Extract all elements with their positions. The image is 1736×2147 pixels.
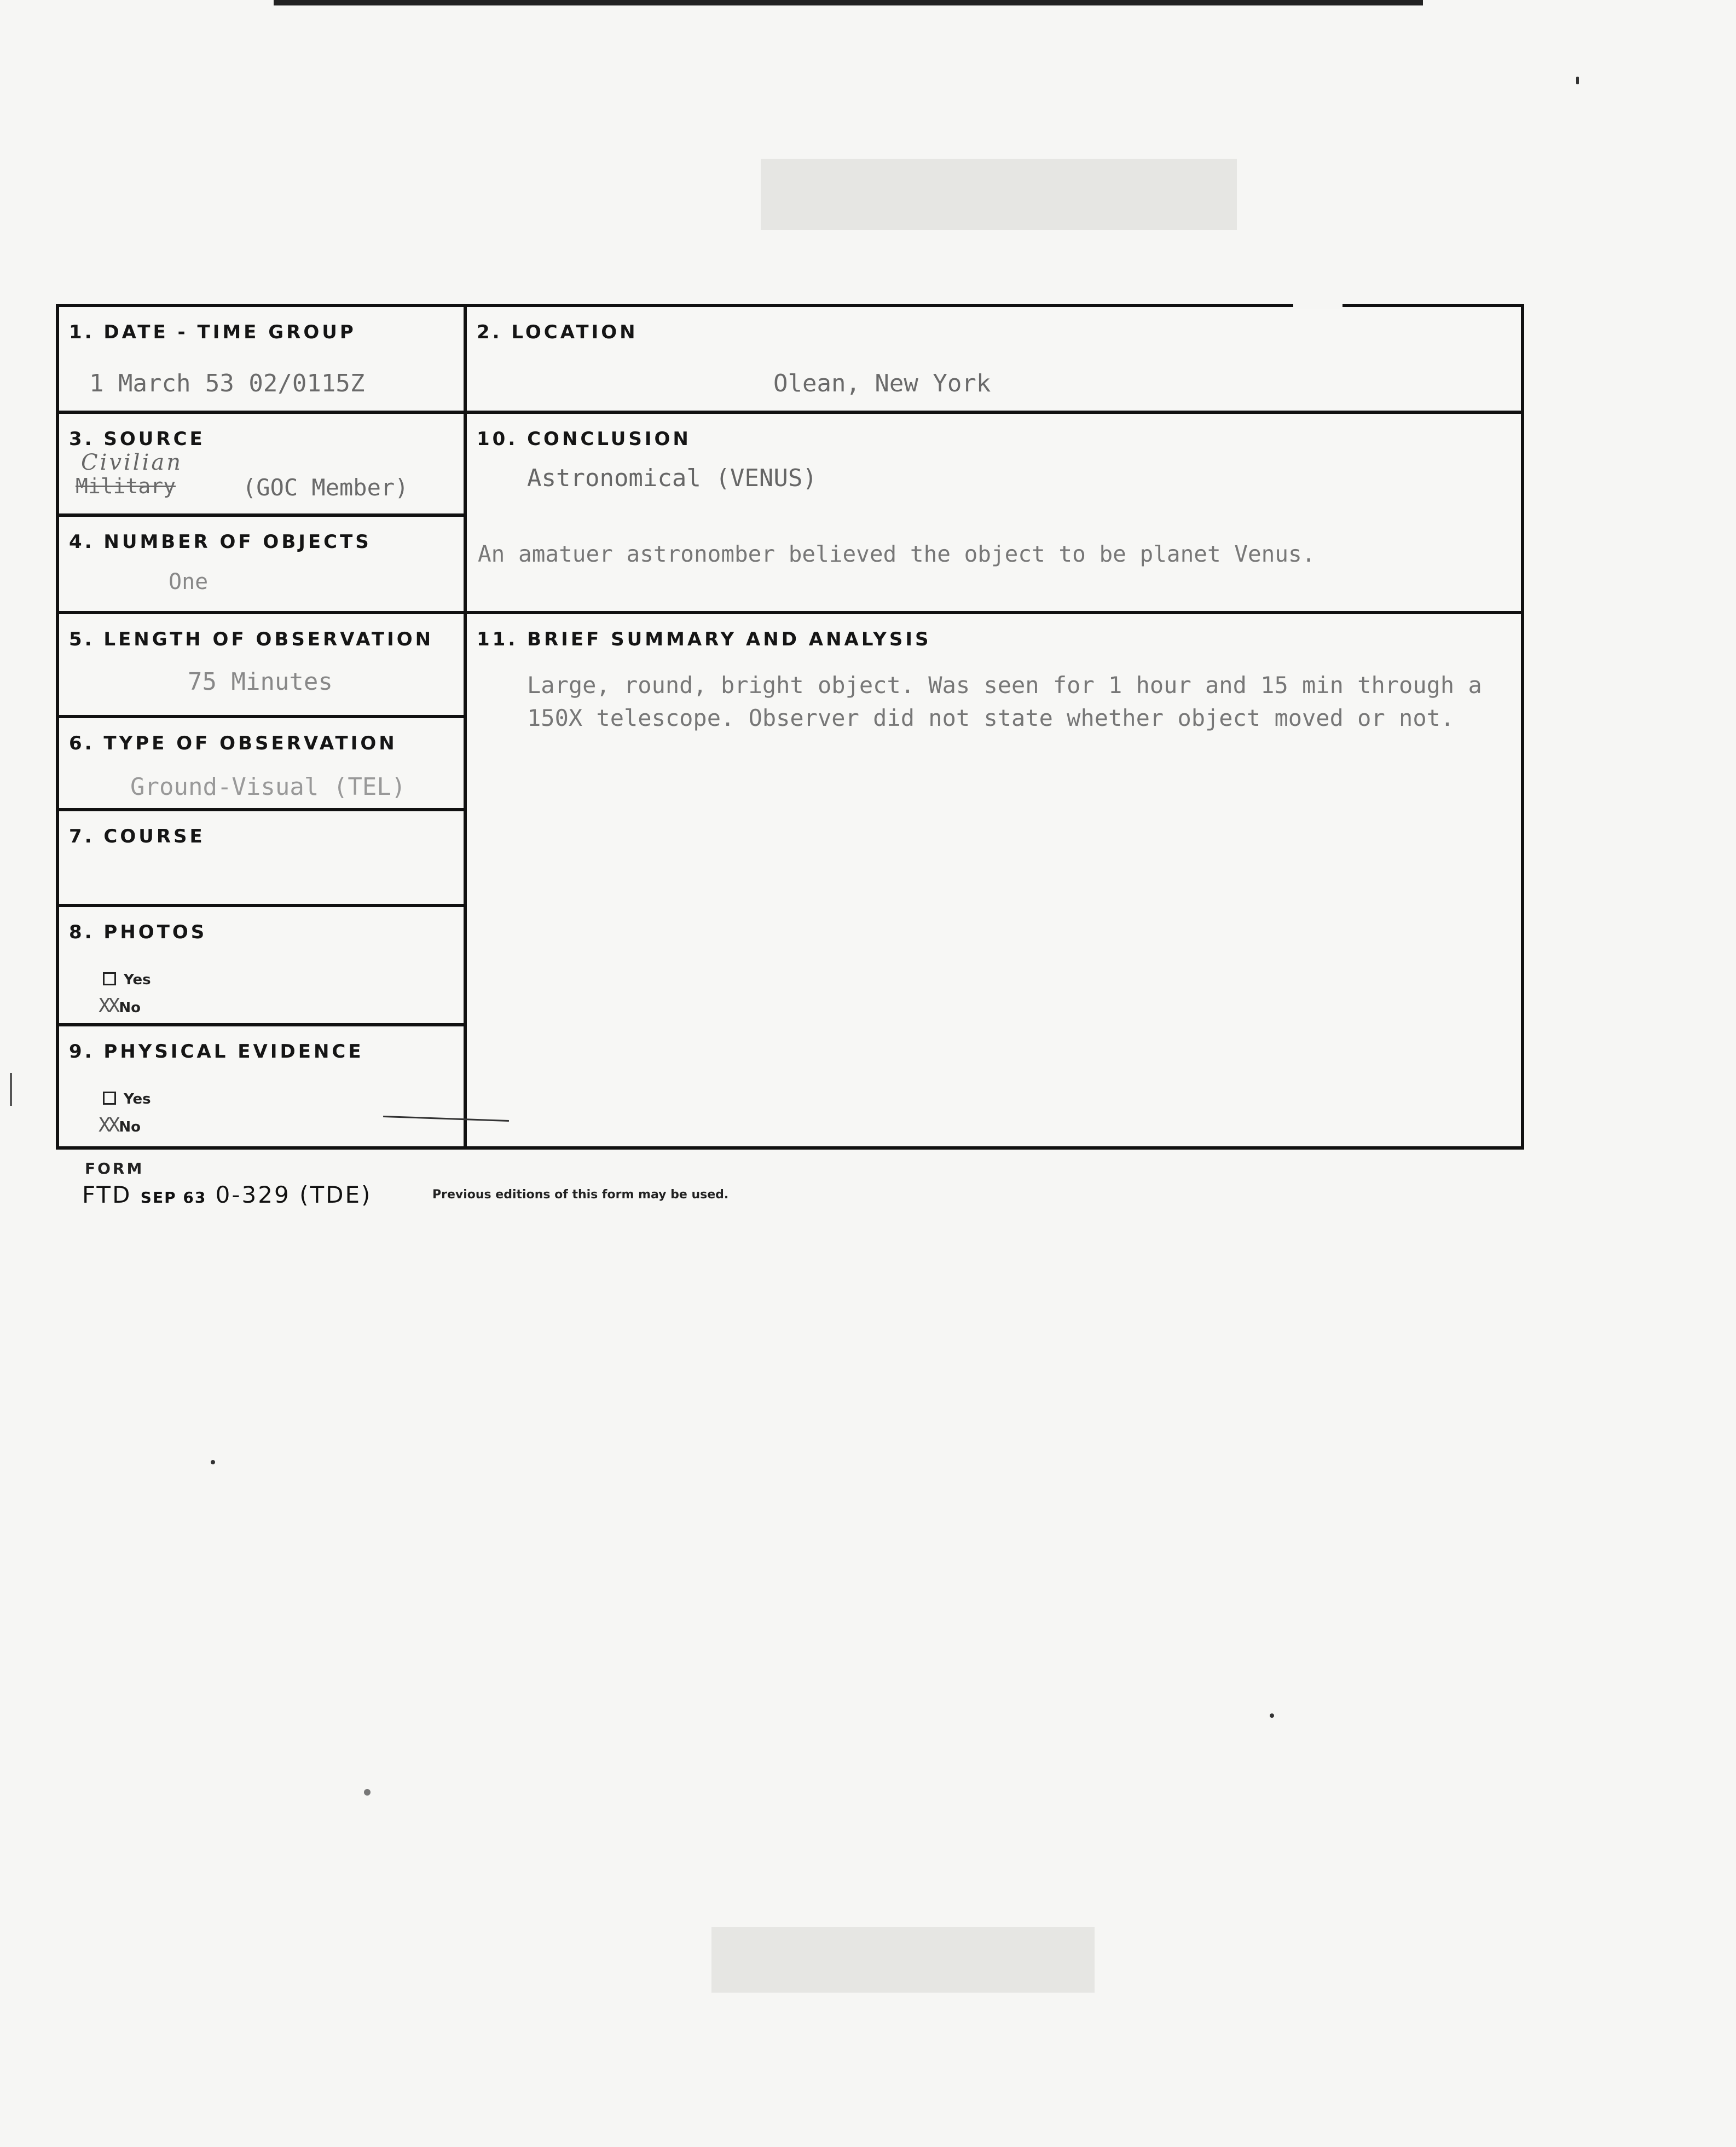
course-label: 7. COURSE bbox=[69, 826, 205, 847]
checkbox-empty-icon bbox=[103, 972, 116, 985]
location-cell bbox=[467, 307, 1521, 414]
conclusion-cell bbox=[467, 414, 1521, 614]
source-value: (GOC Member) bbox=[242, 474, 409, 501]
top-edge-line bbox=[274, 0, 1423, 5]
footer-code: (TDE) bbox=[299, 1181, 372, 1208]
date-time-group-value: 1 March 53 02/0115Z bbox=[89, 370, 365, 397]
left-column bbox=[59, 307, 467, 1146]
type-of-observation-label: 6. TYPE OF OBSERVATION bbox=[69, 732, 397, 754]
bleed-through-stamp bbox=[761, 159, 1237, 230]
source-label: 3. SOURCE bbox=[69, 428, 205, 450]
footer-ftd: FTD bbox=[82, 1181, 132, 1208]
footer-form-id bbox=[82, 1181, 372, 1208]
photos-cell bbox=[59, 907, 464, 1026]
type-of-observation-value: Ground-Visual (TEL) bbox=[130, 773, 406, 801]
number-of-objects-cell bbox=[59, 517, 464, 614]
footer-form-word: FORM bbox=[85, 1159, 144, 1178]
stray-mark bbox=[364, 1789, 371, 1796]
conclusion-label: 10. CONCLUSION bbox=[477, 428, 691, 450]
stray-mark bbox=[1270, 1713, 1274, 1718]
physical-evidence-yes-label: Yes bbox=[124, 1091, 151, 1107]
bleed-through-stamp bbox=[711, 1927, 1095, 1993]
source-struck-text: Military bbox=[76, 474, 176, 498]
physical-evidence-no-mark: XX bbox=[99, 1114, 118, 1136]
photos-no-mark: XX bbox=[99, 995, 118, 1017]
type-of-observation-cell bbox=[59, 718, 464, 811]
summary-text: Large, round, bright object. Was seen for 1 hour and 15 min through a 150X telescope. Observer did not state whether object moved or not. bbox=[527, 672, 1482, 731]
conclusion-value: Astronomical (VENUS) bbox=[527, 464, 817, 492]
footer-date: SEP 63 bbox=[140, 1188, 207, 1207]
number-of-objects-value: One bbox=[169, 569, 209, 595]
date-time-group-cell bbox=[59, 307, 464, 414]
length-of-observation-value: 75 Minutes bbox=[188, 668, 333, 696]
footer-number: 0-329 bbox=[215, 1181, 291, 1208]
summary-label: 11. BRIEF SUMMARY AND ANALYSIS bbox=[477, 628, 931, 650]
checkbox-empty-icon bbox=[103, 1092, 116, 1105]
physical-evidence-no-option bbox=[99, 1114, 141, 1136]
source-cell bbox=[59, 414, 464, 517]
length-of-observation-cell bbox=[59, 614, 464, 718]
photos-yes-label: Yes bbox=[124, 972, 151, 988]
physical-evidence-yes-option bbox=[103, 1091, 151, 1107]
footer-note: Previous editions of this form may be used. bbox=[432, 1188, 729, 1202]
right-column bbox=[467, 307, 1521, 1146]
number-of-objects-label: 4. NUMBER OF OBJECTS bbox=[69, 531, 372, 553]
location-value: Olean, New York bbox=[773, 370, 991, 397]
date-time-group-label: 1. DATE - TIME GROUP bbox=[69, 321, 356, 343]
physical-evidence-cell bbox=[59, 1026, 464, 1150]
stray-mark bbox=[1576, 77, 1579, 84]
summary-cell bbox=[467, 614, 1521, 1150]
physical-evidence-label: 9. PHYSICAL EVIDENCE bbox=[69, 1041, 364, 1063]
length-of-observation-label: 5. LENGTH OF OBSERVATION bbox=[69, 628, 434, 650]
location-label: 2. LOCATION bbox=[477, 321, 638, 343]
conclusion-note: An amatuer astronomber believed the object to be planet Venus. bbox=[478, 541, 1316, 567]
edge-mark bbox=[10, 1073, 12, 1106]
stray-mark bbox=[211, 1460, 215, 1464]
course-cell bbox=[59, 811, 464, 907]
photos-no-option bbox=[99, 995, 141, 1017]
physical-evidence-no-label: No bbox=[119, 1119, 141, 1135]
project-record-card bbox=[56, 304, 1524, 1150]
photos-no-label: No bbox=[119, 1000, 141, 1016]
source-handwritten: Civilian bbox=[81, 450, 183, 475]
photos-label: 8. PHOTOS bbox=[69, 921, 207, 943]
photos-yes-option bbox=[103, 972, 151, 988]
